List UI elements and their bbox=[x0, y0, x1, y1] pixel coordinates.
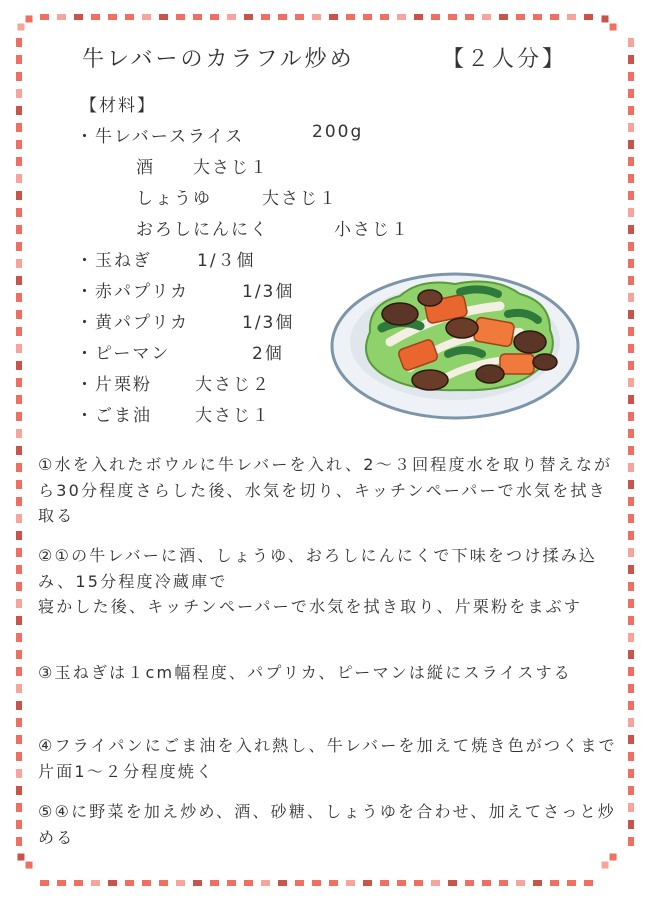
border-dash bbox=[16, 293, 22, 302]
ingredient-row bbox=[76, 308, 326, 333]
ingredient-name: しょうゆ bbox=[136, 189, 212, 209]
border-dash bbox=[16, 310, 22, 319]
border-dash bbox=[16, 191, 22, 200]
ingredient-row bbox=[76, 370, 326, 395]
border-dash bbox=[176, 14, 185, 20]
border-dash bbox=[16, 514, 22, 523]
border-dash bbox=[16, 565, 22, 574]
border-dash bbox=[16, 480, 22, 489]
border-dash bbox=[16, 378, 22, 387]
border-dash bbox=[499, 14, 508, 20]
border-dash bbox=[193, 880, 202, 886]
border-dash bbox=[26, 862, 33, 869]
border-dash bbox=[628, 157, 634, 166]
dish-icon bbox=[330, 262, 580, 420]
border-dash bbox=[628, 786, 634, 795]
border-dash bbox=[465, 880, 474, 886]
border-dash bbox=[312, 880, 321, 886]
border-dash bbox=[448, 880, 457, 886]
border-dash bbox=[295, 880, 304, 886]
border-dash bbox=[329, 880, 338, 886]
border-dash bbox=[550, 880, 559, 886]
border-dash bbox=[329, 14, 338, 20]
border-dash bbox=[628, 497, 634, 506]
recipe-title: 牛レバーのカラフル炒め bbox=[82, 47, 355, 72]
border-dash bbox=[628, 191, 634, 200]
border-dash bbox=[16, 174, 22, 183]
border-dash bbox=[16, 582, 22, 591]
border-dash bbox=[628, 310, 634, 319]
border-dash bbox=[16, 548, 22, 557]
border-dash bbox=[533, 14, 542, 20]
border-dash bbox=[628, 650, 634, 659]
border-dash bbox=[397, 14, 406, 20]
border-dash bbox=[16, 276, 22, 285]
border-dash bbox=[16, 769, 22, 778]
border-dash bbox=[16, 820, 22, 829]
border-dash bbox=[628, 633, 634, 642]
border-dash bbox=[16, 259, 22, 268]
border-dash bbox=[26, 15, 33, 22]
ingredient-row bbox=[76, 339, 326, 364]
bullet: ・ bbox=[76, 282, 95, 302]
bullet: ・ bbox=[76, 251, 95, 271]
border-dash bbox=[193, 14, 202, 20]
border-dash bbox=[210, 880, 219, 886]
border-dash bbox=[16, 412, 22, 421]
border-dash bbox=[499, 880, 508, 886]
border-dash bbox=[628, 446, 634, 455]
step-text: ①水を入れたボウルに牛レバーを入れ、2〜３回程度水を取り替えながら30分程度さらした後、水気を切り、キッチンペーパーで水気を拭き取る bbox=[38, 455, 613, 525]
ingredient-qty: 1/３個 bbox=[197, 251, 256, 271]
border-dash bbox=[628, 769, 634, 778]
border-dash bbox=[16, 327, 22, 336]
border-dash bbox=[295, 14, 304, 20]
border-dash bbox=[380, 880, 389, 886]
border-dash bbox=[16, 38, 22, 47]
border-dash bbox=[567, 14, 576, 20]
border-dash bbox=[16, 616, 22, 625]
border-dash bbox=[516, 880, 525, 886]
border-dash bbox=[16, 599, 22, 608]
border-dash bbox=[16, 361, 22, 370]
border-dash bbox=[74, 14, 83, 20]
border-dash bbox=[628, 344, 634, 353]
bullet: ・ bbox=[76, 406, 95, 426]
ingredient-name: おろしにんにく bbox=[136, 220, 269, 240]
border-dash bbox=[628, 480, 634, 489]
ingredient-qty: 1/3個 bbox=[242, 313, 295, 333]
border-dash bbox=[584, 14, 593, 20]
border-dash bbox=[125, 14, 134, 20]
border-dash bbox=[176, 880, 185, 886]
border-dash bbox=[628, 378, 634, 387]
border-dash bbox=[16, 208, 22, 217]
ingredient-row bbox=[136, 184, 386, 209]
border-dash bbox=[16, 718, 22, 727]
border-dash bbox=[628, 582, 634, 591]
border-dash bbox=[159, 880, 168, 886]
border-dash bbox=[628, 89, 634, 98]
border-dash bbox=[628, 514, 634, 523]
border-dash bbox=[227, 14, 236, 20]
border-dash bbox=[516, 14, 525, 20]
border-dash bbox=[16, 650, 22, 659]
border-dash bbox=[142, 880, 151, 886]
ingredient-name: 玉ねぎ bbox=[95, 251, 152, 271]
border-dash bbox=[16, 429, 22, 438]
border-dash bbox=[628, 293, 634, 302]
ingredient-name: 片栗粉 bbox=[95, 375, 152, 395]
border-dash bbox=[533, 880, 542, 886]
border-dash bbox=[346, 880, 355, 886]
border-dash bbox=[57, 880, 66, 886]
ingredient-qty: 大さじ１ bbox=[193, 158, 269, 178]
border-dash bbox=[16, 242, 22, 251]
border-dash bbox=[628, 208, 634, 217]
border-dash bbox=[16, 72, 22, 81]
recipe-step bbox=[38, 733, 618, 784]
border-dash bbox=[584, 880, 593, 886]
ingredient-name: 黄パプリカ bbox=[95, 313, 190, 333]
ingredient-name: ピーマン bbox=[95, 344, 171, 364]
border-dash bbox=[16, 140, 22, 149]
border-dash bbox=[628, 803, 634, 812]
bullet: ・ bbox=[76, 313, 95, 333]
border-dash bbox=[628, 72, 634, 81]
border-dash bbox=[628, 395, 634, 404]
border-dash bbox=[448, 14, 457, 20]
border-dash bbox=[628, 123, 634, 132]
recipe-step bbox=[38, 452, 618, 529]
ingredient-qty: 2個 bbox=[252, 344, 284, 364]
border-dash bbox=[74, 880, 83, 886]
ingredient-row bbox=[136, 153, 336, 178]
border-dash bbox=[628, 599, 634, 608]
border-dash bbox=[628, 548, 634, 557]
step-text: ③玉ねぎは１cm幅程度、パプリカ、ピーマンは縦にスライスする bbox=[38, 663, 573, 682]
border-dash bbox=[16, 684, 22, 693]
border-dash bbox=[482, 14, 491, 20]
border-dash bbox=[628, 701, 634, 710]
border-dash bbox=[17, 854, 24, 861]
border-dash bbox=[482, 880, 491, 886]
border-dash bbox=[628, 565, 634, 574]
step-text: ④フライパンにごま油を入れ熱し、牛レバーを加えて焼き色がつくまで片面1〜２分程度焼く bbox=[38, 736, 617, 781]
border-dash bbox=[628, 752, 634, 761]
ingredient-row bbox=[136, 215, 436, 240]
border-dash bbox=[363, 14, 372, 20]
border-dash bbox=[210, 14, 219, 20]
border-dash bbox=[346, 14, 355, 20]
bullet: ・ bbox=[76, 344, 95, 364]
border-dash bbox=[108, 880, 117, 886]
border-dash bbox=[628, 327, 634, 336]
border-dash bbox=[16, 531, 22, 540]
ingredient-name: 赤パプリカ bbox=[95, 282, 190, 302]
recipe-step bbox=[38, 543, 618, 620]
border-dash bbox=[628, 667, 634, 676]
ingredient-qty: 大さじ２ bbox=[195, 375, 271, 395]
border-dash bbox=[628, 38, 634, 47]
border-dash bbox=[628, 242, 634, 251]
ingredient-qty: 大さじ１ bbox=[195, 406, 271, 426]
border-dash bbox=[40, 880, 49, 886]
border-dash bbox=[244, 14, 253, 20]
border-dash bbox=[628, 106, 634, 115]
border-dash bbox=[628, 259, 634, 268]
border-dash bbox=[244, 880, 253, 886]
border-dash bbox=[16, 667, 22, 676]
border-dash bbox=[16, 55, 22, 64]
border-dash bbox=[261, 880, 270, 886]
border-dash bbox=[628, 616, 634, 625]
step-text: 寝かした後、キッチンペーパーで水気を拭き取り、片栗粉をまぶす bbox=[38, 597, 583, 616]
border-dash bbox=[16, 497, 22, 506]
ingredient-name: 牛レバースライス bbox=[95, 127, 245, 147]
border-dash bbox=[628, 463, 634, 472]
border-dash bbox=[465, 14, 474, 20]
border-dash bbox=[16, 157, 22, 166]
serving-size: 【２人分】 bbox=[442, 47, 568, 72]
step-text: ⑤④に野菜を加え炒め、酒、砂糖、しょうゆを合わせ、加えてさっと炒める bbox=[38, 802, 616, 847]
border-dash bbox=[227, 880, 236, 886]
border-dash bbox=[16, 225, 22, 234]
recipe-step bbox=[38, 799, 618, 850]
bullet: ・ bbox=[76, 375, 95, 395]
border-dash bbox=[628, 718, 634, 727]
border-dash bbox=[16, 735, 22, 744]
border-dash bbox=[567, 880, 576, 886]
border-dash bbox=[628, 174, 634, 183]
border-dash bbox=[16, 701, 22, 710]
border-dash bbox=[431, 14, 440, 20]
ingredient-name: ごま油 bbox=[95, 406, 152, 426]
border-dash bbox=[16, 837, 22, 846]
border-dash bbox=[628, 531, 634, 540]
recipe-step bbox=[38, 660, 618, 686]
ingredient-qty: 大さじ１ bbox=[262, 189, 338, 209]
border-dash bbox=[431, 880, 440, 886]
bullet: ・ bbox=[76, 127, 95, 147]
border-dash bbox=[16, 633, 22, 642]
border-dash bbox=[628, 140, 634, 149]
border-dash bbox=[16, 395, 22, 404]
border-dash bbox=[628, 276, 634, 285]
border-dash bbox=[16, 446, 22, 455]
step-text: ②①の牛レバーに酒、しょうゆ、おろしにんにくで下味をつけ揉み込み、15分程度冷蔵庫で bbox=[38, 546, 598, 591]
border-dash bbox=[16, 803, 22, 812]
border-dash bbox=[125, 880, 134, 886]
border-dash bbox=[628, 684, 634, 693]
border-dash bbox=[602, 15, 609, 22]
border-dash bbox=[628, 225, 634, 234]
border-dash bbox=[16, 89, 22, 98]
border-dash bbox=[550, 14, 559, 20]
border-dash bbox=[17, 24, 24, 31]
border-dash bbox=[610, 24, 617, 31]
border-dash bbox=[108, 14, 117, 20]
border-dash bbox=[628, 361, 634, 370]
ingredient-row bbox=[76, 246, 326, 271]
border-dash bbox=[16, 752, 22, 761]
border-dash bbox=[159, 14, 168, 20]
border-dash bbox=[414, 14, 423, 20]
border-dash bbox=[278, 880, 287, 886]
ingredient-row bbox=[76, 122, 376, 147]
ingredient-row bbox=[76, 277, 326, 302]
border-dash bbox=[363, 880, 372, 886]
border-dash bbox=[16, 344, 22, 353]
border-dash bbox=[261, 14, 270, 20]
border-dash bbox=[628, 55, 634, 64]
border-dash bbox=[414, 880, 423, 886]
border-dash bbox=[91, 880, 100, 886]
ingredient-qty: 1/3個 bbox=[242, 282, 295, 302]
border-dash bbox=[91, 14, 100, 20]
border-dash bbox=[628, 735, 634, 744]
border-dash bbox=[628, 412, 634, 421]
border-dash bbox=[628, 837, 634, 846]
ingredient-qty: 小さじ１ bbox=[334, 220, 410, 240]
ingredient-qty: 200g bbox=[312, 122, 364, 142]
border-dash bbox=[16, 786, 22, 795]
border-dash bbox=[16, 463, 22, 472]
border-dash bbox=[380, 14, 389, 20]
border-dash bbox=[397, 880, 406, 886]
border-dash bbox=[40, 14, 49, 20]
border-dash bbox=[278, 14, 287, 20]
border-dash bbox=[628, 429, 634, 438]
materials-heading: 【材料】 bbox=[80, 96, 156, 116]
ingredient-row bbox=[76, 401, 326, 426]
border-dash bbox=[16, 123, 22, 132]
border-dash bbox=[57, 14, 66, 20]
border-dash bbox=[142, 14, 151, 20]
border-dash bbox=[628, 820, 634, 829]
border-dash bbox=[312, 14, 321, 20]
border-dash bbox=[610, 854, 617, 861]
border-dash bbox=[602, 862, 609, 869]
ingredient-name: 酒 bbox=[136, 158, 155, 178]
border-dash bbox=[16, 106, 22, 115]
